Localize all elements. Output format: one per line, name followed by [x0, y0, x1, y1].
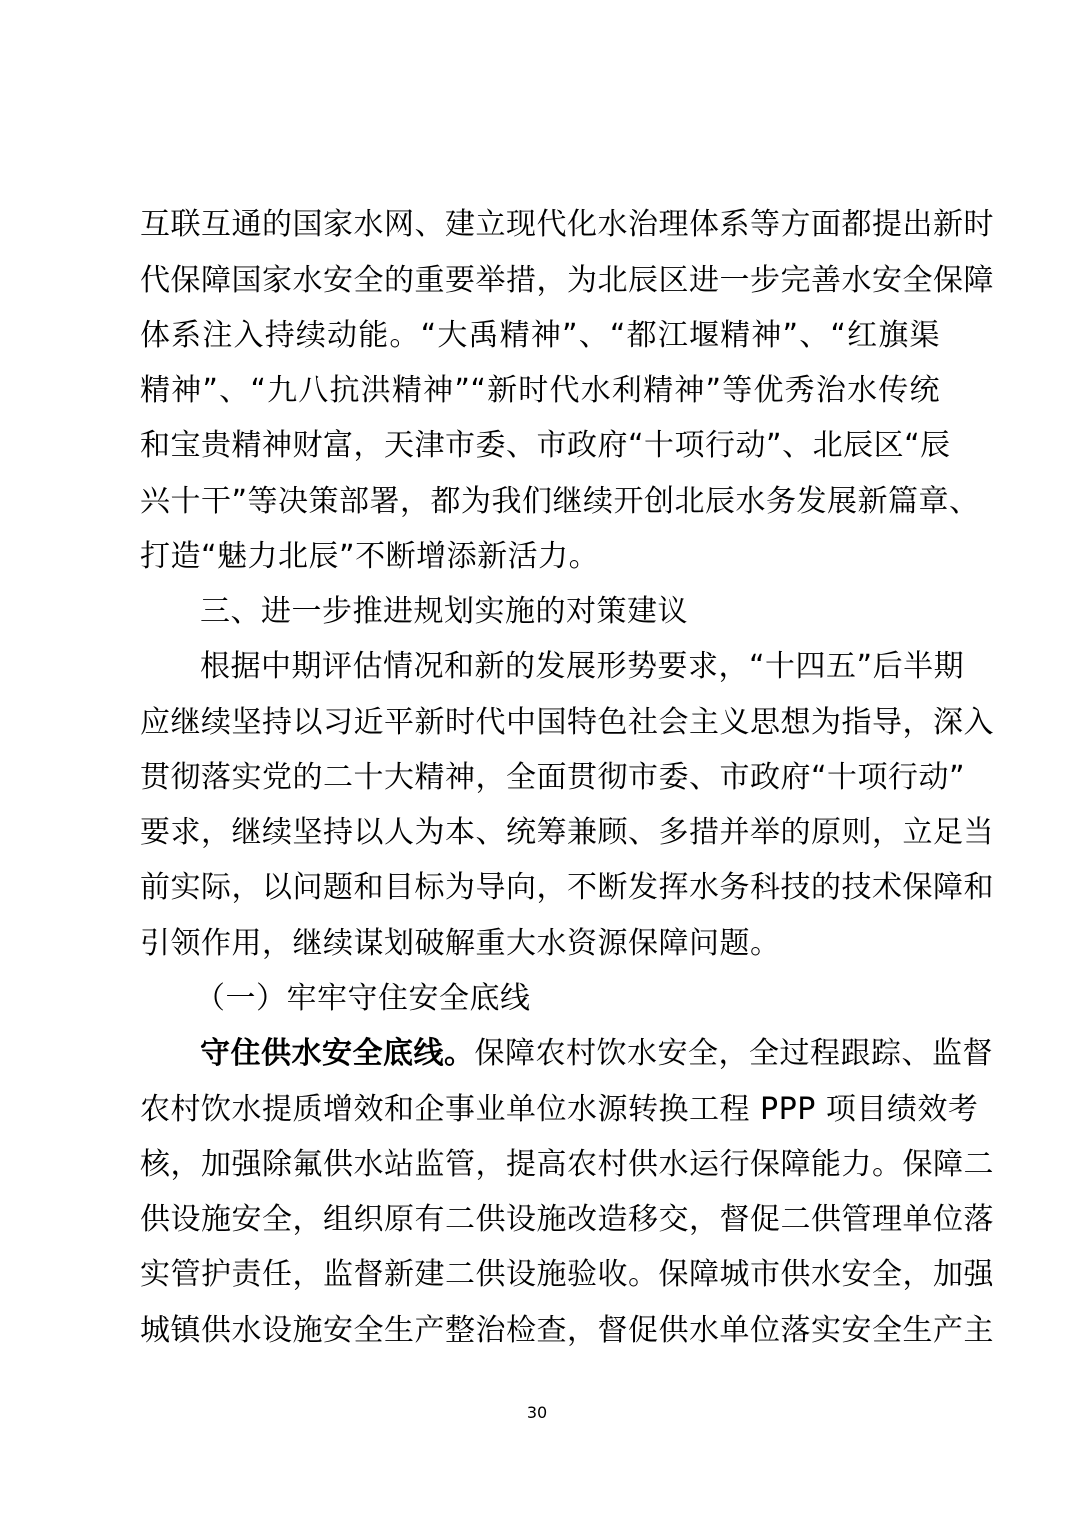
- paragraph-line: 应继续坚持以习近平新时代中国特色社会主义思想为指导，深入: [140, 705, 994, 740]
- paragraph-line: 精神”、“九八抗洪精神”“新时代水利精神”等优秀治水传统: [140, 373, 940, 408]
- page-number: 30: [526, 1403, 548, 1422]
- paragraph-text: 保障农村饮水安全，全过程跟踪、监督: [474, 1036, 993, 1071]
- paragraph-line: 和宝贵精神财富，天津市委、市政府“十项行动”、北辰区“辰: [140, 428, 951, 463]
- paragraph-line: 互联互通的国家水网、建立现代化水治理体系等方面都提出新时: [140, 207, 994, 242]
- paragraph-line: 供设施安全，组织原有二供设施改造移交，督促二供管理单位落: [140, 1202, 994, 1237]
- paragraph-line: 农村饮水提质增效和企事业单位水源转换工程 PPP 项目绩效考: [140, 1092, 979, 1127]
- paragraph-line: 要求，继续坚持以人为本、统筹兼顾、多措并举的原则，立足当: [140, 815, 994, 850]
- paragraph-line: 根据中期评估情况和新的发展形势要求，“十四五”后半期: [200, 649, 965, 684]
- section-heading: 三、进一步推进规划实施的对策建议: [200, 594, 688, 629]
- paragraph-line: 代保障国家水安全的重要举措，为北辰区进一步完善水安全保障: [140, 263, 994, 298]
- paragraph-line: 城镇供水设施安全生产整治检查，督促供水单位落实安全生产主: [140, 1313, 994, 1348]
- paragraph-line: [200, 1034, 993, 1074]
- paragraph-line: 兴十干”等决策部署，都为我们继续开创北辰水务发展新篇章、: [140, 484, 980, 519]
- paragraph-line: 贯彻落实党的二十大精神，全面贯彻市委、市政府“十项行动”: [140, 760, 966, 795]
- paragraph-line: 核，加强除氟供水站监管，提高农村供水运行保障能力。保障二: [140, 1147, 994, 1182]
- subsection-heading: （一）牢牢守住安全底线: [195, 981, 531, 1016]
- paragraph-line: 打造“魅力北辰”不断增添新活力。: [140, 539, 600, 574]
- paragraph-line: 引领作用，继续谋划破解重大水资源保障问题。: [140, 926, 781, 961]
- bold-lead: 守住供水安全底线。: [200, 1036, 475, 1071]
- paragraph-line: 前实际，以问题和目标为导向，不断发挥水务科技的技术保障和: [140, 870, 994, 905]
- paragraph-line: 实管护责任，监督新建二供设施验收。保障城市供水安全，加强: [140, 1257, 994, 1292]
- paragraph-line: 体系注入持续动能。“大禹精神”、“都江堰精神”、“红旗渠: [140, 318, 940, 353]
